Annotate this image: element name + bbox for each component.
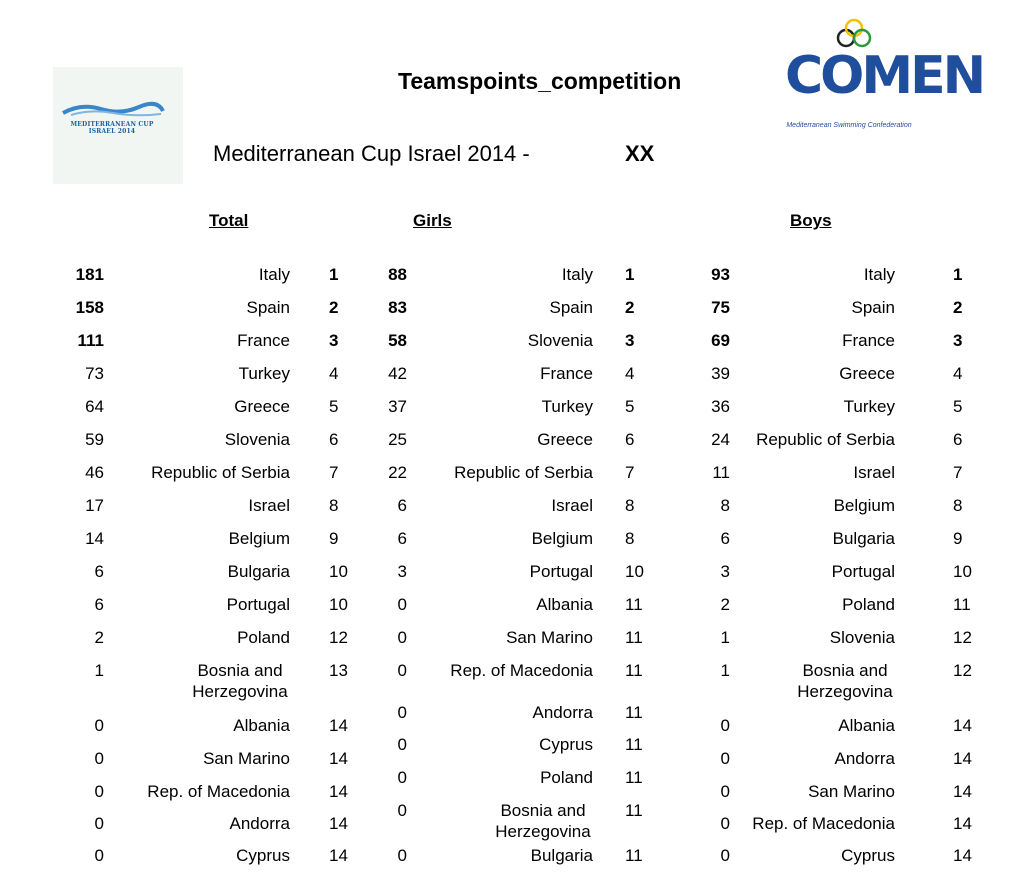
total-country: Turkey — [238, 364, 290, 383]
boys-points: 8 — [720, 496, 730, 515]
total-points: 46 — [85, 463, 104, 482]
boys-rank: 1 — [953, 265, 963, 284]
boys-heading: Boys — [790, 211, 832, 230]
boys-points: 0 — [720, 749, 730, 768]
boys-points: 39 — [711, 364, 730, 383]
total-points: 181 — [75, 265, 104, 284]
total-country: Portugal — [226, 595, 290, 614]
girls-rank: 11 — [625, 735, 643, 754]
total-rank: 14 — [329, 716, 348, 735]
girls-points: 0 — [397, 846, 407, 865]
total-rank: 14 — [329, 814, 348, 833]
girls-rank: 11 — [625, 703, 643, 722]
boys-rank: 5 — [953, 397, 963, 416]
total-rank: 1 — [329, 265, 339, 284]
boys-points: 36 — [711, 397, 730, 416]
girls-country: France — [540, 364, 593, 383]
total-rank: 7 — [329, 463, 339, 482]
total-country: Bulgaria — [227, 562, 290, 581]
boys-country: France — [842, 331, 895, 350]
boys-rank: 7 — [953, 463, 963, 482]
girls-points: 0 — [397, 628, 407, 647]
total-country: Bosnia and Herzegovina — [192, 661, 288, 701]
total-rank: 10 — [329, 595, 348, 614]
total-points: 73 — [85, 364, 104, 383]
boys-country: Portugal — [831, 562, 895, 581]
boys-country: Spain — [851, 298, 895, 317]
boys-country: Albania — [838, 716, 895, 735]
girls-rank: 11 — [625, 768, 643, 787]
boys-points: 0 — [720, 846, 730, 865]
total-rank: 14 — [329, 782, 348, 801]
total-country: Belgium — [228, 529, 290, 548]
boys-country: Bulgaria — [832, 529, 895, 548]
total-rank: 10 — [329, 562, 348, 581]
girls-heading: Girls — [413, 211, 452, 230]
total-points: 2 — [94, 628, 104, 647]
girls-rank: 6 — [625, 430, 635, 449]
boys-points: 2 — [720, 595, 730, 614]
boys-rank: 14 — [953, 782, 972, 801]
total-rank: 6 — [329, 430, 339, 449]
boys-rank: 14 — [953, 846, 972, 865]
total-heading: Total — [209, 211, 249, 230]
total-country: Cyprus — [236, 846, 290, 865]
girls-points: 37 — [388, 397, 407, 416]
boys-points: 24 — [711, 430, 730, 449]
total-points: 111 — [77, 331, 104, 350]
total-points: 0 — [94, 814, 104, 833]
girls-points: 0 — [397, 735, 407, 754]
total-points: 64 — [85, 397, 104, 416]
total-points: 0 — [94, 749, 104, 768]
girls-points: 58 — [388, 331, 407, 350]
girls-rank: 7 — [625, 463, 635, 482]
boys-rank: 8 — [953, 496, 963, 515]
event-subtitle-suffix: XX — [625, 141, 655, 166]
girls-country: Spain — [549, 298, 593, 317]
page-title: Teamspoints_competition — [398, 68, 682, 94]
comen-wordmark: COMEN — [785, 46, 984, 106]
total-rank: 2 — [329, 298, 339, 317]
girls-country: Cyprus — [539, 735, 593, 754]
girls-points: 0 — [397, 595, 407, 614]
swimmer-wave-icon — [61, 101, 165, 117]
girls-rank: 4 — [625, 364, 635, 383]
boys-points: 0 — [720, 716, 730, 735]
boys-country: Turkey — [843, 397, 895, 416]
boys-country: Israel — [853, 463, 895, 482]
boys-country: Belgium — [833, 496, 895, 515]
boys-country: Poland — [842, 595, 895, 614]
girls-country: Israel — [551, 496, 593, 515]
girls-country: Bosnia and Herzegovina — [495, 801, 591, 841]
girls-country: Slovenia — [527, 331, 593, 350]
girls-country: Albania — [536, 595, 593, 614]
girls-country: Poland — [540, 768, 593, 787]
girls-country: Bulgaria — [530, 846, 593, 865]
girls-country: Turkey — [541, 397, 593, 416]
girls-points: 83 — [388, 298, 407, 317]
total-rank: 3 — [329, 331, 339, 350]
boys-country: Slovenia — [829, 628, 895, 647]
girls-rank: 5 — [625, 397, 635, 416]
boys-rank: 14 — [953, 814, 972, 833]
girls-rank: 8 — [625, 496, 635, 515]
girls-points: 0 — [397, 768, 407, 787]
boys-rank: 14 — [953, 749, 972, 768]
total-country: Slovenia — [224, 430, 290, 449]
total-country: Italy — [258, 265, 290, 284]
boys-rank: 2 — [953, 298, 963, 317]
total-country: Spain — [246, 298, 290, 317]
girls-rank: 8 — [625, 529, 635, 548]
girls-rank: 2 — [625, 298, 635, 317]
girls-country: Greece — [537, 430, 593, 449]
girls-country: Republic of Serbia — [454, 463, 593, 482]
boys-rank: 3 — [953, 331, 963, 350]
total-rank: 13 — [329, 661, 348, 680]
girls-points: 6 — [397, 529, 407, 548]
boys-rank: 14 — [953, 716, 972, 735]
boys-country: Greece — [839, 364, 895, 383]
boys-country: Rep. of Macedonia — [752, 814, 895, 833]
total-points: 59 — [85, 430, 104, 449]
boys-points: 69 — [711, 331, 730, 350]
comen-logo — [782, 12, 984, 136]
boys-rank: 12 — [953, 661, 972, 680]
boys-points: 1 — [720, 628, 730, 647]
total-country: Rep. of Macedonia — [147, 782, 290, 801]
girls-country: Italy — [561, 265, 593, 284]
girls-rank: 1 — [625, 265, 635, 284]
boys-rank: 12 — [953, 628, 972, 647]
girls-country: Rep. of Macedonia — [450, 661, 593, 680]
girls-points: 0 — [397, 661, 407, 680]
girls-country: San Marino — [506, 628, 593, 647]
total-points: 0 — [94, 716, 104, 735]
total-rank: 9 — [329, 529, 339, 548]
boys-rank: 6 — [953, 430, 963, 449]
total-country: Greece — [234, 397, 290, 416]
total-country: Andorra — [229, 814, 290, 833]
total-points: 6 — [94, 595, 104, 614]
girls-points: 22 — [388, 463, 407, 482]
total-points: 158 — [75, 298, 104, 317]
girls-points: 0 — [397, 801, 407, 820]
boys-country: Bosnia and Herzegovina — [797, 661, 893, 701]
boys-points: 75 — [711, 298, 730, 317]
girls-points: 3 — [397, 562, 407, 581]
total-points: 0 — [94, 782, 104, 801]
girls-points: 6 — [397, 496, 407, 515]
girls-country: Portugal — [529, 562, 593, 581]
total-points: 17 — [85, 496, 104, 515]
girls-rank: 11 — [625, 595, 643, 614]
total-rank: 4 — [329, 364, 339, 383]
boys-rank: 10 — [953, 562, 972, 581]
girls-points: 88 — [388, 265, 407, 284]
boys-points: 11 — [712, 463, 730, 482]
total-rank: 5 — [329, 397, 339, 416]
boys-points: 1 — [720, 661, 730, 680]
girls-points: 42 — [388, 364, 407, 383]
boys-country: Andorra — [834, 749, 895, 768]
total-country: San Marino — [203, 749, 290, 768]
girls-rank: 11 — [625, 661, 643, 680]
boys-points: 0 — [720, 814, 730, 833]
boys-points: 93 — [711, 265, 730, 284]
girls-country: Belgium — [531, 529, 593, 548]
total-country: Poland — [237, 628, 290, 647]
total-country: Republic of Serbia — [151, 463, 290, 482]
olympic-rings-icon — [834, 14, 874, 50]
mediterranean-cup-logo — [53, 67, 183, 184]
total-rank: 8 — [329, 496, 339, 515]
boys-points: 6 — [720, 529, 730, 548]
girls-rank: 10 — [625, 562, 644, 581]
girls-rank: 11 — [625, 846, 643, 865]
girls-points: 25 — [388, 430, 407, 449]
boys-country: Republic of Serbia — [756, 430, 895, 449]
total-points: 6 — [94, 562, 104, 581]
total-country: Albania — [233, 716, 290, 735]
total-country: Israel — [248, 496, 290, 515]
total-points: 14 — [85, 529, 104, 548]
total-rank: 12 — [329, 628, 348, 647]
logo-left-text: MEDITERRANEAN CUP ISRAEL 2014 — [70, 121, 154, 135]
total-rank: 14 — [329, 846, 348, 865]
girls-rank: 3 — [625, 331, 635, 350]
comen-subtitle: Mediterranean Swimming Confederation — [786, 122, 912, 129]
total-rank: 14 — [329, 749, 348, 768]
girls-country: Andorra — [532, 703, 593, 722]
total-country: France — [237, 331, 290, 350]
boys-country: Cyprus — [841, 846, 895, 865]
boys-country: San Marino — [808, 782, 895, 801]
girls-rank: 11 — [625, 628, 643, 647]
boys-points: 0 — [720, 782, 730, 801]
event-subtitle: Mediterranean Cup Israel 2014 - — [213, 141, 530, 166]
boys-points: 3 — [720, 562, 730, 581]
boys-rank: 4 — [953, 364, 963, 383]
girls-rank: 11 — [625, 801, 643, 820]
total-points: 1 — [94, 661, 104, 680]
boys-country: Italy — [863, 265, 895, 284]
boys-rank: 9 — [953, 529, 963, 548]
girls-points: 0 — [397, 703, 407, 722]
total-points: 0 — [94, 846, 104, 865]
boys-rank: 11 — [953, 595, 971, 614]
